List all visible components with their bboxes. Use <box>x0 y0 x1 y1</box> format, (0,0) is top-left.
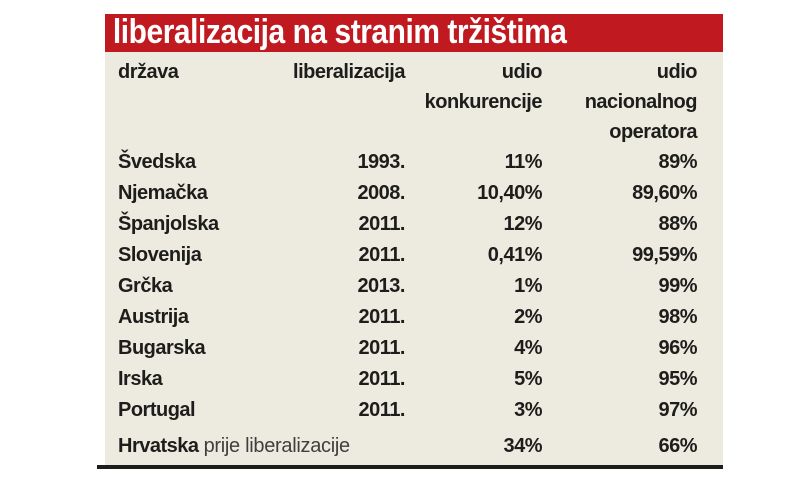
page-title: liberalizacija na stranim tržištima <box>112 13 567 51</box>
year-cell: 2013. <box>357 275 405 297</box>
year-cell: 2011. <box>358 213 405 235</box>
table-row <box>118 147 697 178</box>
title-banner <box>105 14 723 52</box>
country-cell: Portugal <box>118 399 196 421</box>
national-cell: 66% <box>658 435 697 457</box>
table-row <box>118 209 697 240</box>
country-name: Hrvatska <box>118 435 199 457</box>
competition-cell: 12% <box>503 213 542 235</box>
liberalization-infographic <box>105 14 723 466</box>
data-table <box>105 52 723 466</box>
national-cell: 97% <box>658 399 697 421</box>
competition-cell: 1% <box>514 275 542 297</box>
header-national-share-line1: udio <box>656 61 697 83</box>
table-header-line-2 <box>118 87 697 117</box>
national-cell: 89% <box>658 151 697 173</box>
year-cell: 2011. <box>358 306 405 328</box>
table-row <box>118 178 697 209</box>
country-cell: Švedska <box>118 151 196 173</box>
country-cell: Slovenija <box>118 244 202 266</box>
header-competition-share-line1: udio <box>501 61 542 83</box>
competition-cell: 5% <box>514 368 542 390</box>
table-row <box>118 395 697 426</box>
bottom-rule <box>97 465 723 469</box>
competition-cell: 11% <box>504 151 542 173</box>
year-cell: 2008. <box>357 182 405 204</box>
year-cell: 2011. <box>358 368 405 390</box>
table-row <box>118 364 697 395</box>
country-cell: Austrija <box>118 306 189 328</box>
country-cell: Španjolska <box>118 213 219 235</box>
national-cell: 99% <box>658 275 697 297</box>
footer-note: prije liberalizacije <box>203 435 350 457</box>
table-row <box>118 333 697 364</box>
header-liberalization: liberalizacija <box>293 61 405 83</box>
year-cell: 2011. <box>358 244 405 266</box>
header-country: država <box>118 61 179 83</box>
header-national-share-line3: operatora <box>609 121 697 143</box>
competition-cell: 2% <box>514 306 542 328</box>
table-row <box>118 240 697 271</box>
competition-cell: 4% <box>514 337 542 359</box>
table-row <box>118 302 697 333</box>
national-cell: 88% <box>658 213 697 235</box>
competition-cell: 3% <box>514 399 542 421</box>
year-cell: 2011. <box>358 399 405 421</box>
header-national-share-line2: nacionalnog <box>584 91 697 113</box>
table-row <box>118 271 697 302</box>
table-header-line-1 <box>118 57 697 87</box>
year-cell: 2011. <box>358 337 405 359</box>
national-cell: 96% <box>658 337 697 359</box>
country-cell: Bugarska <box>118 337 206 359</box>
competition-cell: 34% <box>503 435 542 457</box>
competition-cell: 10,40% <box>477 182 542 204</box>
footer-row <box>118 431 697 462</box>
competition-cell: 0,41% <box>487 244 542 266</box>
year-cell: 1993. <box>357 151 405 173</box>
header-competition-share-line2: konkurencije <box>424 91 542 113</box>
country-cell: Grčka <box>118 275 173 297</box>
country-cell: Njemačka <box>118 182 208 204</box>
table-header-line-3 <box>118 117 697 147</box>
national-cell: 89,60% <box>632 182 697 204</box>
footer-country-cell <box>118 431 405 462</box>
national-cell: 99,59% <box>632 244 697 266</box>
country-cell: Irska <box>118 368 163 390</box>
national-cell: 95% <box>658 368 697 390</box>
national-cell: 98% <box>658 306 697 328</box>
